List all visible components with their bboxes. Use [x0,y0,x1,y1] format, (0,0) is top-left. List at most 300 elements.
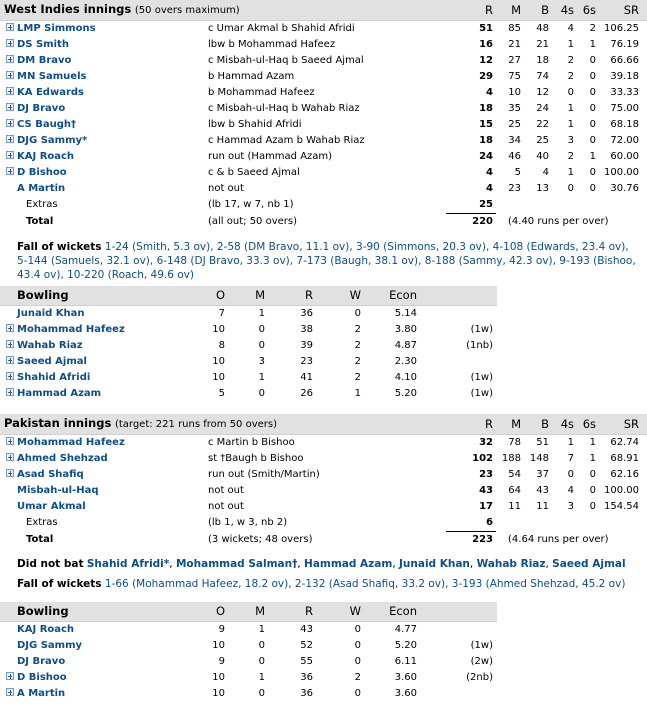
maidens: 3 [258,356,265,367]
balls: 4 [542,167,549,178]
expand-icon[interactable] [6,453,14,461]
maidens: 0 [258,656,265,667]
innings-header [0,0,647,21]
wickets: 0 [354,656,361,667]
did-not-bat-player-link[interactable]: Saeed Ajmal [552,558,626,570]
extras-note: (2nb) [466,672,493,683]
sixes: 0 [589,469,597,480]
expand-icon[interactable] [6,340,14,348]
minutes: 78 [508,437,522,448]
expand-icon[interactable] [6,688,14,696]
runs-conceded: 39 [300,340,313,351]
player-name-link[interactable]: DS Smith [17,39,69,50]
player-cell [0,165,208,181]
economy: 4.10 [394,372,417,383]
maidens: 0 [258,688,265,699]
extras-note: (1w) [470,388,493,399]
player-name-link[interactable]: A Martin [17,183,66,194]
expand-icon[interactable] [6,469,14,477]
sixes: 0 [589,103,596,114]
runs: 17 [479,501,494,512]
player-cell [0,386,178,402]
dismissal: not out [208,485,244,496]
extras-row [0,515,647,532]
dismissal: c Umar Akmal b Shahid Afridi [208,23,355,34]
player-name-link[interactable]: LMP Simmons [17,23,96,34]
balls: 148 [529,453,550,464]
extras-row [0,197,647,214]
expand-icon[interactable] [6,23,14,31]
player-name-link[interactable]: Hammad Azam [17,388,102,399]
col-fours: 4s [552,0,577,21]
balls: 11 [536,501,550,512]
player-cell [0,69,208,85]
sixes: 1 [589,437,597,448]
economy: 5.14 [394,308,417,319]
player-cell [0,133,208,149]
strike-rate: 30.76 [610,183,639,194]
col-minutes: M [496,414,524,435]
expand-icon[interactable] [6,388,14,396]
player-name-link[interactable]: D Bishoo [17,672,67,683]
total-label: Total [26,533,54,545]
fours: 2 [567,151,574,162]
dismissal: b Mohammad Hafeez [208,87,315,98]
batting-row [0,451,647,467]
runs-conceded: 36 [300,308,313,319]
player-cell [0,467,208,483]
runs-conceded: 43 [300,624,313,635]
dismissal: c Misbah-ul-Haq b Saeed Ajmal [208,55,364,66]
player-name-link[interactable]: Shahid Afridi [17,372,91,383]
did-not-bat-player-link[interactable]: Hammad Azam [304,558,393,570]
runs: 4 [486,183,493,194]
bowling-row [0,386,497,402]
player-name-link[interactable]: DM Bravo [17,55,72,66]
player-cell [0,370,178,386]
dismissal: b Hammad Azam [208,71,295,82]
fours: 1 [567,103,574,114]
fall-of-wickets-pakistan [0,572,647,592]
wickets: 1 [354,388,361,399]
player-cell [0,85,208,101]
overs: 10 [212,688,225,699]
player-cell [0,101,208,117]
fours: 2 [567,71,574,82]
batting-table-west-indies [0,0,647,230]
runs-conceded: 23 [300,356,313,367]
col-overs: O [178,286,228,306]
player-name-link[interactable]: DJG Sammy [17,640,83,651]
batting-row [0,117,647,133]
did-not-bat-player-link[interactable]: Mohammad Salman† [175,558,298,570]
expand-icon[interactable] [6,87,14,95]
player-name-link[interactable]: DJG Sammy* [17,135,88,146]
expand-icon[interactable] [6,356,14,364]
expand-icon[interactable] [6,167,14,175]
runs-conceded: 52 [300,640,313,651]
runs-conceded: 41 [300,372,313,383]
runs-conceded: 36 [300,672,313,683]
overs: 10 [212,372,225,383]
col-minutes: M [496,0,524,21]
player-name-link[interactable]: MN Samuels [17,71,87,82]
col-runs: R [268,286,316,306]
fours: 4 [567,485,575,496]
strike-rate: 66.66 [610,55,639,66]
col-fours: 4s [552,414,577,435]
minutes: 188 [501,453,522,464]
overs: 5 [218,388,225,399]
minutes: 46 [508,151,521,162]
expand-icon[interactable] [6,372,14,380]
player-cell [0,354,178,370]
player-cell [0,499,208,515]
bowling-table-west-indies [0,602,497,702]
bowling-row [0,622,497,639]
maidens: 0 [258,340,265,351]
player-name-link[interactable]: CS Baugh† [17,119,76,130]
player-name-link[interactable]: Asad Shafiq [17,469,84,480]
wickets: 0 [354,308,361,319]
runs: 43 [479,485,494,496]
dismissal: run out (Smith/Martin) [208,469,320,480]
innings-header [0,414,647,435]
economy: 5.20 [394,388,417,399]
expand-icon[interactable] [6,324,14,332]
extras-note: (1w) [470,640,493,651]
minutes: 35 [508,103,521,114]
player-cell [0,21,208,38]
balls: 48 [536,23,549,34]
bowling-table-pakistan [0,286,497,402]
minutes: 5 [514,167,521,178]
wickets: 0 [354,640,361,651]
extras-note [420,686,497,702]
total-row [0,214,647,231]
did-not-bat: Did not bat Shahid Afridi*, Mohammad Salman†, Hammad Azam, Junaid Khan, Wahab Riaz, Saeed Ajmal [17,558,626,570]
balls: 18 [536,55,549,66]
minutes: 64 [508,485,522,496]
fours: 1 [567,437,575,448]
runs: 23 [479,469,494,480]
minutes: 54 [508,469,522,480]
runs-conceded: 38 [300,324,313,335]
extras-value: 25 [479,199,493,210]
wickets: 2 [354,372,361,383]
strike-rate: 68.91 [610,453,640,464]
batting-row [0,499,647,515]
player-name-link[interactable]: Umar Akmal [17,501,86,512]
dismissal: st †Baugh b Bishoo [208,453,304,464]
col-wickets: W [316,602,364,622]
extras-detail: (lb 17, w 7, nb 1) [208,199,294,211]
expand-icon[interactable] [6,39,14,47]
batting-table-pakistan [0,414,647,548]
player-name-link[interactable]: KAJ Roach [17,151,75,162]
expand-icon[interactable] [6,55,14,63]
runs: 15 [479,119,493,130]
balls: 21 [536,39,549,50]
player-name-link[interactable]: KAJ Roach [17,624,75,635]
expand-icon[interactable] [6,119,14,127]
fours: 7 [567,453,575,464]
dismissal: lbw b Shahid Afridi [208,119,302,130]
strike-rate: 62.74 [610,437,640,448]
sixes: 0 [589,71,596,82]
extras-note [420,306,497,323]
col-economy: Econ [364,286,420,306]
balls: 12 [536,87,549,98]
wickets: 2 [354,340,361,351]
runs: 24 [479,151,493,162]
col-sixes: 6s [577,414,599,435]
col-maidens: M [228,286,268,306]
total-detail: (3 wickets; 48 overs) [208,533,313,545]
col-sixes: 6s [577,0,599,21]
runs: 4 [486,87,493,98]
bowling-row [0,322,497,338]
overs: 7 [218,308,225,319]
fours: 1 [567,167,574,178]
maidens: 0 [258,388,265,399]
dismissal: c & b Saeed Ajmal [208,167,300,178]
expand-icon[interactable] [6,437,14,445]
player-name-link[interactable]: D Bishoo [17,167,67,178]
player-cell [0,670,178,686]
runs: 18 [479,103,493,114]
batting-row [0,37,647,53]
expand-icon[interactable] [6,71,14,79]
strike-rate: 68.18 [610,119,639,130]
total-row [0,532,647,549]
strike-rate: 154.54 [604,501,640,512]
minutes: 11 [508,501,522,512]
strike-rate: 75.00 [610,103,639,114]
minutes: 10 [508,87,521,98]
overs: 10 [212,324,225,335]
run-rate: (4.40 runs per over) [508,215,609,227]
expand-icon[interactable] [6,103,14,111]
minutes: 23 [508,183,521,194]
player-cell [0,306,178,323]
balls: 74 [536,71,549,82]
wickets: 0 [354,688,361,699]
wickets: 2 [354,324,361,335]
economy: 6.11 [394,656,417,667]
balls: 43 [536,485,550,496]
fours: 1 [567,119,574,130]
runs: 16 [479,39,493,50]
bowling-title: Bowling [0,286,178,306]
sixes: 0 [589,183,596,194]
expand-icon[interactable] [6,672,14,680]
bowling-row [0,338,497,354]
fours: 3 [567,501,575,512]
balls: 22 [536,119,549,130]
dismissal: not out [208,501,244,512]
balls: 25 [536,135,549,146]
runs-conceded: 26 [300,388,313,399]
innings-title: West Indies innings [4,2,132,16]
overs: 9 [218,624,225,635]
economy: 2.30 [394,356,417,367]
batting-row [0,85,647,101]
player-name-link[interactable]: DJ Bravo [17,656,66,667]
player-cell [0,338,178,354]
runs: 12 [479,55,493,66]
wickets: 2 [354,672,361,683]
fours: 0 [567,87,574,98]
player-name-link[interactable]: Mohammad Hafeez [17,324,125,335]
overs: 8 [218,340,225,351]
bowling-title: Bowling [0,602,178,622]
player-name-link[interactable]: Mohammad Hafeez [17,437,125,448]
maidens: 0 [258,324,265,335]
player-cell [0,435,208,452]
player-cell [0,451,208,467]
total-detail: (all out; 50 overs) [208,215,298,227]
maidens: 1 [258,372,265,383]
balls: 37 [536,469,550,480]
player-name-link[interactable]: Saeed Ajmal [17,356,87,367]
total-value: 223 [446,532,496,549]
overs: 10 [212,672,225,683]
maidens: 1 [258,308,265,319]
wickets: 2 [354,356,361,367]
player-name-link[interactable]: Misbah-ul-Haq [17,485,99,496]
batting-row [0,101,647,117]
run-rate: (4.64 runs per over) [508,533,609,545]
player-cell [0,181,208,197]
economy: 4.87 [394,340,417,351]
fow-label: Fall of wickets [17,241,102,253]
player-cell [0,622,178,639]
dismissal: c Hammad Azam b Wahab Riaz [208,135,365,146]
bowling-row [0,686,497,702]
strike-rate: 62.16 [610,469,640,480]
bowling-header [0,286,497,306]
fow-label: Fall of wickets [17,578,102,590]
runs: 51 [479,23,493,34]
strike-rate: 106.25 [604,23,639,34]
dismissal: c Misbah-ul-Haq b Wahab Riaz [208,103,360,114]
minutes: 21 [508,39,521,50]
balls: 51 [536,437,550,448]
col-wickets: W [316,286,364,306]
batting-row [0,181,647,197]
wickets: 0 [354,624,361,635]
player-name-link[interactable]: Ahmed Shehzad [17,453,108,464]
col-maidens: M [228,602,268,622]
sixes: 0 [589,167,596,178]
dismissal: not out [208,183,244,194]
extras-detail: (lb 1, w 3, nb 2) [208,517,288,529]
player-name-link[interactable]: Wahab Riaz [17,340,83,351]
did-not-bat-player-link[interactable]: Wahab Riaz [476,558,546,570]
strike-rate: 39.18 [610,71,639,82]
col-runs: R [446,0,496,21]
total-label: Total [26,215,54,227]
dismissal: c Martin b Bishoo [208,437,295,448]
economy: 3.80 [394,324,417,335]
strike-rate: 76.19 [610,39,639,50]
sixes: 0 [589,135,596,146]
batting-row [0,435,647,452]
batting-row [0,165,647,181]
batting-row [0,53,647,69]
fow-text: 1-66 (Mohammad Hafeez, 18.2 ov), 2-132 (Asad Shafiq, 33.2 ov), 3-193 (Ahmed Shehzad, 45.2 ov) [104,578,626,590]
sixes: 2 [589,23,596,34]
fours: 0 [567,469,575,480]
player-cell [0,37,208,53]
balls: 24 [536,103,549,114]
expand-icon[interactable] [6,151,14,159]
innings-title: Pakistan innings [4,416,112,430]
batting-row [0,69,647,85]
player-name-link[interactable]: Junaid Khan [17,308,85,319]
player-name-link[interactable]: KA Edwards [17,87,84,98]
runs: 29 [479,71,493,82]
extras-note: (1nb) [466,340,493,351]
did-not-bat-player-link[interactable]: Junaid Khan [399,558,470,570]
col-strike-rate: SR [599,414,647,435]
expand-icon[interactable] [6,135,14,143]
minutes: 34 [508,135,521,146]
dismissal: run out (Hammad Azam) [208,151,333,162]
player-cell [0,117,208,133]
fow-text: 1-24 (Smith, 5.3 ov), 2-58 (DM Bravo, 11.1 ov), 3-90 (Simmons, 20.3 ov), 4-108 (Edwards, 23.4 ov), 5-144 (Samuels, 32.1 ov), 6-148 (DJ Bravo, 33.3 ov), 7-173 (Baugh, 38.1 ov), 8-188 (Sammy, 42.3 ov), 9-193 (Bishoo, 43.4 ov), 10-220 (Roach, 49.6 ov) [17,241,636,281]
balls: 40 [536,151,549,162]
economy: 5.20 [394,640,417,651]
batting-row [0,467,647,483]
batting-row [0,133,647,149]
fours: 2 [567,55,574,66]
total-value: 220 [446,214,496,231]
player-cell [0,53,208,69]
player-name-link[interactable]: DJ Bravo [17,103,66,114]
runs: 32 [479,437,494,448]
did-not-bat-player-link[interactable]: Shahid Afridi* [86,558,170,570]
bowling-row [0,638,497,654]
minutes: 27 [508,55,521,66]
col-economy: Econ [364,602,420,622]
col-balls: B [524,0,552,21]
extras-label: Extras [26,199,58,211]
player-cell [0,483,208,499]
minutes: 85 [508,23,521,34]
bowling-row [0,370,497,386]
sixes: 0 [589,119,596,130]
fours: 0 [567,183,574,194]
sixes: 0 [589,55,596,66]
bowling-row [0,670,497,686]
bowling-row [0,306,497,323]
strike-rate: 60.00 [610,151,639,162]
col-overs: O [178,602,228,622]
col-runs: R [268,602,316,622]
strike-rate: 72.00 [610,135,639,146]
runs-conceded: 55 [300,656,313,667]
sixes: 1 [589,151,596,162]
extras-note: (1w) [470,324,493,335]
overs: 9 [218,656,225,667]
minutes: 75 [508,71,521,82]
bowling-row [0,354,497,370]
player-name-link[interactable]: A Martin [17,688,66,699]
maidens: 0 [258,640,265,651]
overs: 10 [212,640,225,651]
